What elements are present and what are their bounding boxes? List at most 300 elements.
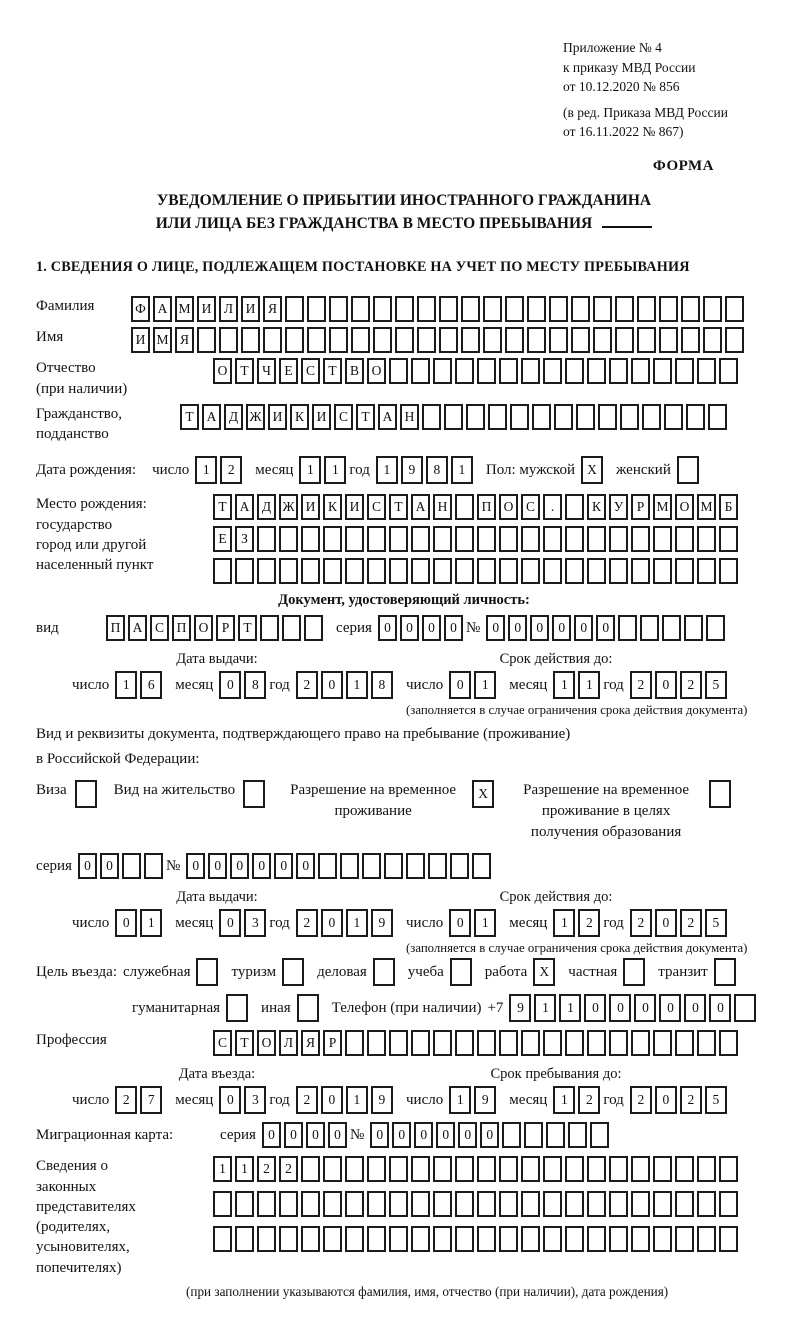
char-cell[interactable] [510, 404, 529, 430]
char-cell[interactable] [681, 296, 700, 322]
char-cell[interactable]: 6 [140, 671, 162, 699]
char-cell[interactable] [686, 404, 705, 430]
char-cell[interactable] [719, 526, 738, 552]
char-cell[interactable]: Н [400, 404, 419, 430]
char-cell[interactable]: 5 [705, 909, 727, 937]
char-cell[interactable] [351, 327, 370, 353]
char-cell[interactable] [279, 1226, 298, 1252]
char-cell[interactable]: Т [235, 358, 254, 384]
char-cell[interactable]: 1 [534, 994, 556, 1022]
char-cell[interactable] [637, 327, 656, 353]
char-cell[interactable] [461, 327, 480, 353]
char-cell[interactable]: К [323, 494, 342, 520]
char-cell[interactable] [521, 1030, 540, 1056]
char-cell[interactable] [675, 1226, 694, 1252]
char-cell[interactable]: Я [263, 296, 282, 322]
char-cell[interactable] [640, 615, 659, 641]
char-cell[interactable] [345, 1156, 364, 1182]
char-cell[interactable] [675, 1191, 694, 1217]
char-cell[interactable]: О [213, 358, 232, 384]
char-cell[interactable] [532, 404, 551, 430]
char-cell[interactable] [285, 296, 304, 322]
char-cell[interactable]: 2 [630, 671, 652, 699]
char-cell[interactable] [235, 558, 254, 584]
char-cell[interactable]: 1 [213, 1156, 232, 1182]
char-cell[interactable] [433, 1191, 452, 1217]
char-cell[interactable]: 0 [400, 615, 419, 641]
char-cell[interactable] [395, 296, 414, 322]
char-cell[interactable]: 0 [659, 994, 681, 1022]
char-cell[interactable] [439, 327, 458, 353]
char-cell[interactable]: Е [213, 526, 232, 552]
char-cell[interactable]: Е [279, 358, 298, 384]
char-cell[interactable]: П [106, 615, 125, 641]
char-cell[interactable]: С [213, 1030, 232, 1056]
char-cell[interactable] [568, 1122, 587, 1148]
char-cell[interactable] [543, 1156, 562, 1182]
char-cell[interactable]: 0 [321, 671, 343, 699]
char-cell[interactable]: 1 [559, 994, 581, 1022]
char-cell[interactable]: 0 [230, 853, 249, 879]
char-cell[interactable] [411, 1030, 430, 1056]
char-cell[interactable]: 0 [436, 1122, 455, 1148]
char-cell[interactable] [499, 1191, 518, 1217]
char-cell[interactable]: 0 [634, 994, 656, 1022]
char-cell[interactable] [285, 327, 304, 353]
char-cell[interactable] [323, 1226, 342, 1252]
char-cell[interactable] [329, 296, 348, 322]
char-cell[interactable]: Т [213, 494, 232, 520]
char-cell[interactable] [389, 526, 408, 552]
char-cell[interactable] [521, 358, 540, 384]
char-cell[interactable]: С [150, 615, 169, 641]
char-cell[interactable]: 0 [655, 909, 677, 937]
char-cell[interactable]: 2 [257, 1156, 276, 1182]
char-cell[interactable]: О [499, 494, 518, 520]
char-cell[interactable]: 9 [371, 909, 393, 937]
char-cell[interactable] [367, 1030, 386, 1056]
char-cell[interactable] [433, 526, 452, 552]
char-cell[interactable]: В [345, 358, 364, 384]
char-cell[interactable]: 1 [299, 456, 321, 484]
char-cell[interactable]: М [653, 494, 672, 520]
char-cell[interactable]: Н [433, 494, 452, 520]
char-cell[interactable] [593, 296, 612, 322]
char-cell[interactable] [257, 526, 276, 552]
char-cell[interactable] [75, 780, 97, 808]
char-cell[interactable] [367, 1226, 386, 1252]
char-cell[interactable] [697, 526, 716, 552]
char-cell[interactable]: 1 [195, 456, 217, 484]
char-cell[interactable] [554, 404, 573, 430]
char-cell[interactable] [697, 1191, 716, 1217]
char-cell[interactable] [301, 558, 320, 584]
char-cell[interactable] [477, 1030, 496, 1056]
char-cell[interactable]: 0 [444, 615, 463, 641]
char-cell[interactable] [260, 615, 279, 641]
char-cell[interactable]: 9 [371, 1086, 393, 1114]
char-cell[interactable] [697, 1226, 716, 1252]
char-cell[interactable] [587, 1156, 606, 1182]
char-cell[interactable] [609, 1191, 628, 1217]
char-cell[interactable] [593, 327, 612, 353]
char-cell[interactable]: Т [389, 494, 408, 520]
char-cell[interactable]: 2 [220, 456, 242, 484]
char-cell[interactable] [279, 558, 298, 584]
char-cell[interactable] [411, 358, 430, 384]
char-cell[interactable]: 0 [655, 1086, 677, 1114]
char-cell[interactable] [631, 1030, 650, 1056]
char-cell[interactable] [243, 780, 265, 808]
char-cell[interactable] [587, 1191, 606, 1217]
char-cell[interactable] [279, 1191, 298, 1217]
char-cell[interactable]: 1 [553, 671, 575, 699]
char-cell[interactable]: 9 [509, 994, 531, 1022]
char-cell[interactable] [241, 327, 260, 353]
char-cell[interactable] [631, 1156, 650, 1182]
char-cell[interactable]: 2 [279, 1156, 298, 1182]
char-cell[interactable] [677, 456, 699, 484]
char-cell[interactable]: И [345, 494, 364, 520]
char-cell[interactable]: Р [216, 615, 235, 641]
char-cell[interactable] [477, 1191, 496, 1217]
char-cell[interactable] [565, 1030, 584, 1056]
char-cell[interactable] [609, 526, 628, 552]
char-cell[interactable] [235, 1191, 254, 1217]
char-cell[interactable] [477, 358, 496, 384]
char-cell[interactable] [505, 327, 524, 353]
char-cell[interactable]: 9 [401, 456, 423, 484]
char-cell[interactable] [714, 958, 736, 986]
char-cell[interactable]: 0 [100, 853, 119, 879]
char-cell[interactable] [389, 1191, 408, 1217]
char-cell[interactable] [477, 526, 496, 552]
char-cell[interactable] [571, 327, 590, 353]
char-cell[interactable]: 3 [244, 1086, 266, 1114]
char-cell[interactable]: 0 [321, 909, 343, 937]
char-cell[interactable]: 0 [370, 1122, 389, 1148]
char-cell[interactable] [631, 1226, 650, 1252]
char-cell[interactable]: П [477, 494, 496, 520]
char-cell[interactable]: 0 [486, 615, 505, 641]
char-cell[interactable] [213, 558, 232, 584]
char-cell[interactable]: 1 [553, 1086, 575, 1114]
char-cell[interactable]: 0 [321, 1086, 343, 1114]
char-cell[interactable]: 0 [219, 671, 241, 699]
char-cell[interactable] [196, 958, 218, 986]
char-cell[interactable] [301, 1156, 320, 1182]
char-cell[interactable]: 0 [508, 615, 527, 641]
char-cell[interactable] [417, 327, 436, 353]
char-cell[interactable] [620, 404, 639, 430]
char-cell[interactable] [587, 1030, 606, 1056]
char-cell[interactable] [631, 1191, 650, 1217]
char-cell[interactable] [144, 853, 163, 879]
char-cell[interactable]: Д [257, 494, 276, 520]
char-cell[interactable] [703, 296, 722, 322]
char-cell[interactable] [543, 1030, 562, 1056]
char-cell[interactable]: 0 [530, 615, 549, 641]
char-cell[interactable] [725, 327, 744, 353]
char-cell[interactable] [477, 1226, 496, 1252]
char-cell[interactable] [345, 526, 364, 552]
char-cell[interactable] [571, 296, 590, 322]
char-cell[interactable]: 0 [252, 853, 271, 879]
char-cell[interactable]: К [290, 404, 309, 430]
char-cell[interactable] [367, 1156, 386, 1182]
char-cell[interactable] [297, 994, 319, 1022]
char-cell[interactable] [307, 327, 326, 353]
char-cell[interactable] [719, 358, 738, 384]
char-cell[interactable] [697, 1030, 716, 1056]
char-cell[interactable] [549, 327, 568, 353]
char-cell[interactable]: 1 [346, 1086, 368, 1114]
char-cell[interactable]: X [581, 456, 603, 484]
char-cell[interactable] [307, 296, 326, 322]
char-cell[interactable]: 2 [296, 671, 318, 699]
char-cell[interactable]: 2 [296, 1086, 318, 1114]
char-cell[interactable]: И [268, 404, 287, 430]
char-cell[interactable] [653, 558, 672, 584]
char-cell[interactable] [367, 558, 386, 584]
char-cell[interactable]: О [194, 615, 213, 641]
char-cell[interactable] [675, 1030, 694, 1056]
char-cell[interactable] [719, 1191, 738, 1217]
char-cell[interactable] [455, 1226, 474, 1252]
char-cell[interactable]: 2 [115, 1086, 137, 1114]
char-cell[interactable] [499, 526, 518, 552]
char-cell[interactable]: 0 [458, 1122, 477, 1148]
char-cell[interactable] [653, 1156, 672, 1182]
char-cell[interactable] [235, 1226, 254, 1252]
char-cell[interactable]: О [675, 494, 694, 520]
char-cell[interactable] [590, 1122, 609, 1148]
char-cell[interactable] [455, 494, 474, 520]
char-cell[interactable] [282, 958, 304, 986]
char-cell[interactable] [472, 853, 491, 879]
char-cell[interactable] [543, 1226, 562, 1252]
char-cell[interactable]: Я [175, 327, 194, 353]
char-cell[interactable]: 1 [451, 456, 473, 484]
char-cell[interactable] [587, 526, 606, 552]
char-cell[interactable]: Т [323, 358, 342, 384]
char-cell[interactable]: 8 [371, 671, 393, 699]
char-cell[interactable] [257, 1191, 276, 1217]
char-cell[interactable] [345, 558, 364, 584]
char-cell[interactable] [653, 1226, 672, 1252]
char-cell[interactable] [455, 358, 474, 384]
char-cell[interactable] [455, 558, 474, 584]
char-cell[interactable] [345, 1191, 364, 1217]
char-cell[interactable]: С [334, 404, 353, 430]
char-cell[interactable] [345, 1226, 364, 1252]
char-cell[interactable] [367, 1191, 386, 1217]
char-cell[interactable] [323, 558, 342, 584]
char-cell[interactable]: Л [219, 296, 238, 322]
char-cell[interactable]: 1 [346, 909, 368, 937]
char-cell[interactable]: 2 [680, 671, 702, 699]
char-cell[interactable]: С [301, 358, 320, 384]
char-cell[interactable] [455, 1156, 474, 1182]
char-cell[interactable]: Ф [131, 296, 150, 322]
char-cell[interactable]: 1 [578, 671, 600, 699]
char-cell[interactable] [433, 558, 452, 584]
char-cell[interactable]: 2 [630, 909, 652, 937]
char-cell[interactable] [527, 327, 546, 353]
char-cell[interactable] [543, 358, 562, 384]
char-cell[interactable] [389, 358, 408, 384]
char-cell[interactable] [642, 404, 661, 430]
char-cell[interactable]: 2 [578, 1086, 600, 1114]
char-cell[interactable] [477, 1156, 496, 1182]
char-cell[interactable] [546, 1122, 565, 1148]
char-cell[interactable] [373, 327, 392, 353]
char-cell[interactable] [483, 327, 502, 353]
char-cell[interactable]: Ж [279, 494, 298, 520]
char-cell[interactable] [226, 994, 248, 1022]
char-cell[interactable] [488, 404, 507, 430]
char-cell[interactable] [719, 1226, 738, 1252]
char-cell[interactable] [609, 358, 628, 384]
char-cell[interactable]: М [697, 494, 716, 520]
char-cell[interactable]: 1 [449, 1086, 471, 1114]
char-cell[interactable] [598, 404, 617, 430]
char-cell[interactable]: И [131, 327, 150, 353]
char-cell[interactable] [373, 296, 392, 322]
char-cell[interactable]: А [202, 404, 221, 430]
char-cell[interactable] [389, 1226, 408, 1252]
char-cell[interactable] [502, 1122, 521, 1148]
char-cell[interactable]: 1 [346, 671, 368, 699]
char-cell[interactable]: П [172, 615, 191, 641]
char-cell[interactable] [565, 526, 584, 552]
char-cell[interactable] [587, 1226, 606, 1252]
char-cell[interactable]: 2 [630, 1086, 652, 1114]
char-cell[interactable]: Т [356, 404, 375, 430]
char-cell[interactable] [637, 296, 656, 322]
char-cell[interactable] [466, 404, 485, 430]
char-cell[interactable] [709, 780, 731, 808]
char-cell[interactable] [659, 327, 678, 353]
char-cell[interactable] [433, 358, 452, 384]
char-cell[interactable]: 8 [426, 456, 448, 484]
char-cell[interactable]: И [301, 494, 320, 520]
char-cell[interactable]: М [153, 327, 172, 353]
char-cell[interactable] [675, 1156, 694, 1182]
char-cell[interactable] [719, 1156, 738, 1182]
char-cell[interactable] [351, 296, 370, 322]
char-cell[interactable] [384, 853, 403, 879]
char-cell[interactable] [450, 853, 469, 879]
char-cell[interactable] [439, 296, 458, 322]
char-cell[interactable] [706, 615, 725, 641]
char-cell[interactable] [411, 1226, 430, 1252]
char-cell[interactable] [549, 296, 568, 322]
char-cell[interactable] [662, 615, 681, 641]
char-cell[interactable] [411, 526, 430, 552]
char-cell[interactable]: 0 [422, 615, 441, 641]
char-cell[interactable]: Т [238, 615, 257, 641]
char-cell[interactable] [455, 1191, 474, 1217]
char-cell[interactable] [389, 1156, 408, 1182]
char-cell[interactable] [499, 1030, 518, 1056]
char-cell[interactable]: А [235, 494, 254, 520]
char-cell[interactable] [406, 853, 425, 879]
char-cell[interactable] [323, 1191, 342, 1217]
char-cell[interactable]: 0 [584, 994, 606, 1022]
char-cell[interactable]: 0 [306, 1122, 325, 1148]
char-cell[interactable]: А [411, 494, 430, 520]
char-cell[interactable]: 0 [208, 853, 227, 879]
char-cell[interactable]: 0 [574, 615, 593, 641]
char-cell[interactable] [428, 853, 447, 879]
char-cell[interactable]: Д [224, 404, 243, 430]
char-cell[interactable] [675, 526, 694, 552]
char-cell[interactable]: 0 [609, 994, 631, 1022]
char-cell[interactable] [664, 404, 683, 430]
char-cell[interactable] [524, 1122, 543, 1148]
char-cell[interactable]: 0 [186, 853, 205, 879]
char-cell[interactable] [450, 958, 472, 986]
char-cell[interactable]: И [197, 296, 216, 322]
char-cell[interactable]: 0 [219, 909, 241, 937]
char-cell[interactable] [505, 296, 524, 322]
char-cell[interactable] [653, 526, 672, 552]
char-cell[interactable] [304, 615, 323, 641]
char-cell[interactable]: 0 [274, 853, 293, 879]
char-cell[interactable] [719, 558, 738, 584]
char-cell[interactable] [697, 1156, 716, 1182]
char-cell[interactable]: 0 [596, 615, 615, 641]
char-cell[interactable]: 0 [414, 1122, 433, 1148]
char-cell[interactable] [455, 1030, 474, 1056]
char-cell[interactable]: 1 [115, 671, 137, 699]
char-cell[interactable] [345, 1030, 364, 1056]
char-cell[interactable] [543, 526, 562, 552]
char-cell[interactable]: Ч [257, 358, 276, 384]
char-cell[interactable]: О [257, 1030, 276, 1056]
char-cell[interactable]: 5 [705, 671, 727, 699]
char-cell[interactable] [631, 358, 650, 384]
char-cell[interactable] [367, 526, 386, 552]
char-cell[interactable] [521, 558, 540, 584]
char-cell[interactable] [433, 1030, 452, 1056]
char-cell[interactable]: X [472, 780, 494, 808]
char-cell[interactable] [615, 327, 634, 353]
char-cell[interactable]: 8 [244, 671, 266, 699]
char-cell[interactable] [725, 296, 744, 322]
char-cell[interactable]: С [367, 494, 386, 520]
char-cell[interactable]: 0 [284, 1122, 303, 1148]
char-cell[interactable] [565, 494, 584, 520]
char-cell[interactable] [609, 1156, 628, 1182]
char-cell[interactable] [653, 1191, 672, 1217]
char-cell[interactable] [623, 958, 645, 986]
char-cell[interactable]: Р [323, 1030, 342, 1056]
char-cell[interactable] [653, 358, 672, 384]
char-cell[interactable] [527, 296, 546, 322]
char-cell[interactable] [477, 558, 496, 584]
char-cell[interactable] [499, 1226, 518, 1252]
char-cell[interactable]: 9 [474, 1086, 496, 1114]
char-cell[interactable] [340, 853, 359, 879]
char-cell[interactable] [521, 526, 540, 552]
char-cell[interactable]: . [543, 494, 562, 520]
char-cell[interactable] [565, 558, 584, 584]
char-cell[interactable]: 2 [680, 1086, 702, 1114]
char-cell[interactable]: У [609, 494, 628, 520]
char-cell[interactable] [681, 327, 700, 353]
